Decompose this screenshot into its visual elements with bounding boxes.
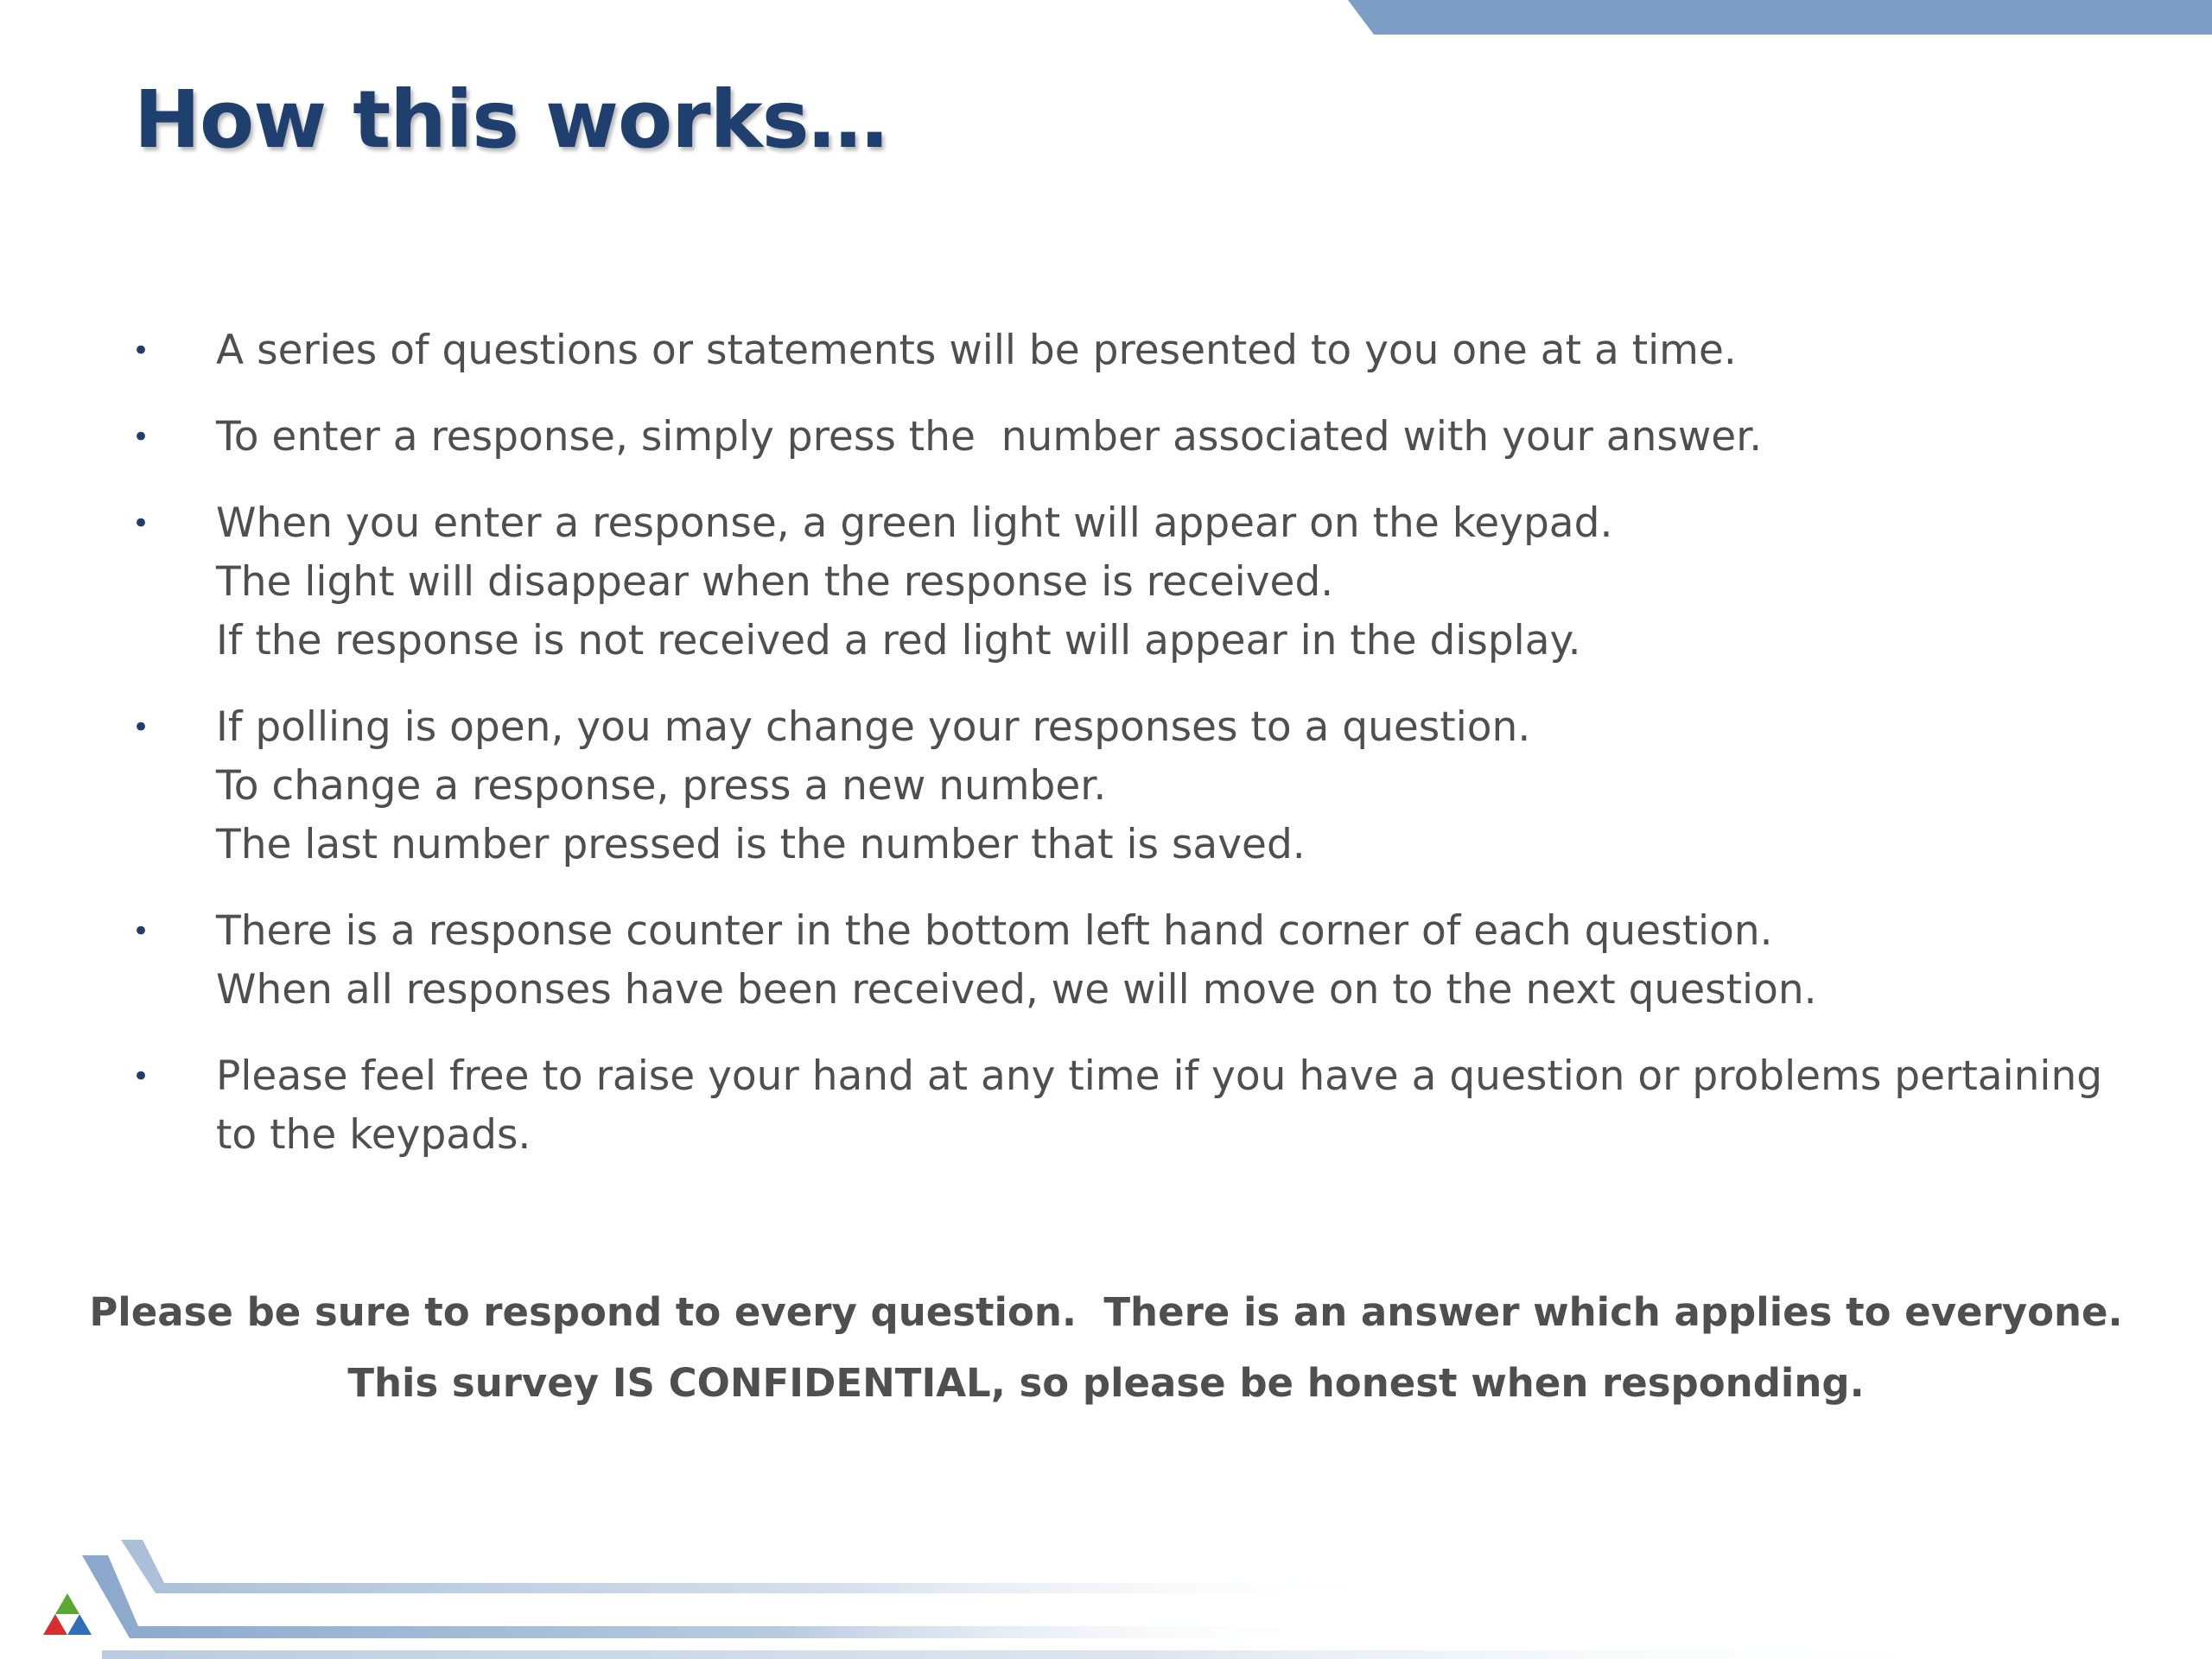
bullet-marker: • <box>132 914 150 949</box>
bullet-item <box>0 902 2212 1020</box>
bullet-list <box>0 321 2212 1192</box>
bullet-text-line: To change a response, press a new number. <box>216 762 1107 810</box>
bullet-text-line: If polling is open, you may change your responses to a question. <box>216 703 1531 751</box>
bullet-item <box>0 494 2212 671</box>
bullet-marker: • <box>132 334 150 368</box>
bullet-item <box>0 698 2212 874</box>
bullet-text-line: There is a response counter in the bottom left hand corner of each question. <box>216 907 1773 955</box>
footer-note <box>0 1277 2212 1419</box>
bullet-item <box>0 1047 2212 1165</box>
bullet-text-line: The light will disappear when the response is received. <box>216 558 1334 606</box>
bullet-text-line: When you enter a response, a green light will appear on the keypad. <box>216 499 1613 547</box>
bullet-item <box>0 321 2212 380</box>
bullet-text-line: To enter a response, simply press the number associated with your answer. <box>216 413 1763 461</box>
bullet-marker: • <box>132 1059 150 1094</box>
triangle-logo-icon <box>43 1592 92 1637</box>
bullet-item <box>0 408 2212 467</box>
slide-title: How this works… <box>134 73 887 166</box>
top-decorative-band <box>1348 0 2212 35</box>
bullet-text-line: If the response is not received a red light will appear in the display. <box>216 617 1581 664</box>
bottom-decorative-swoosh <box>0 1529 2212 1659</box>
bullet-marker: • <box>132 420 150 454</box>
bullet-text-line: The last number pressed is the number that is saved. <box>216 821 1306 868</box>
footer-line-1: Please be sure to respond to every question. There is an answer which applies to everyone. <box>89 1289 2123 1335</box>
bullet-text-line: to the keypads. <box>216 1111 531 1159</box>
bullet-marker: • <box>132 506 150 541</box>
footer-line-2: This survey IS CONFIDENTIAL, so please be honest when responding. <box>347 1360 1865 1406</box>
bullet-text-line: A series of questions or statements will be presented to you one at a time. <box>216 327 1737 374</box>
bullet-marker: • <box>132 710 150 745</box>
bullet-text-line: When all responses have been received, we will move on to the next question. <box>216 966 1817 1014</box>
bullet-text-line: Please feel free to raise your hand at any time if you have a question or problems pertaining <box>216 1052 2103 1100</box>
